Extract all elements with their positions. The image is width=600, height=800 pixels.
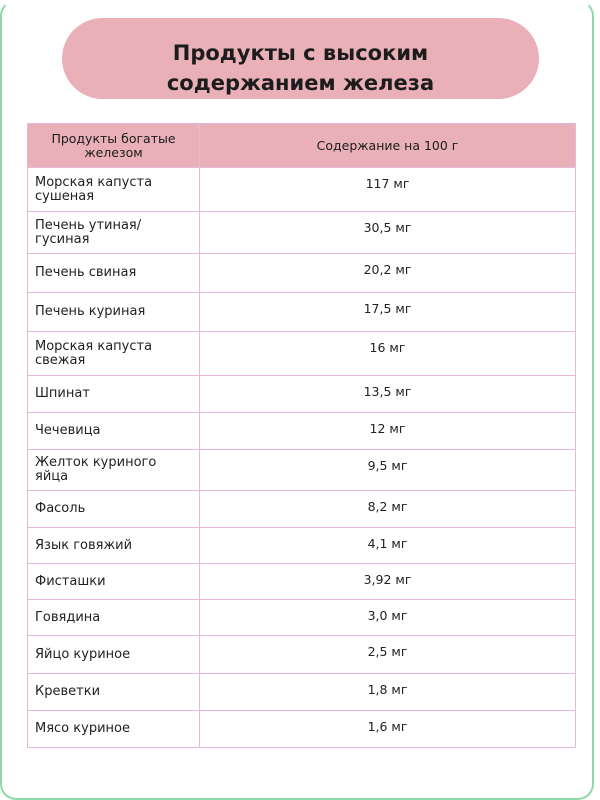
product-cell: Фасоль (28, 491, 200, 528)
header-content: Содержание на 100 г (200, 124, 576, 168)
value-cell: 1,8 мг (200, 674, 576, 711)
product-cell: Мясо куриное (28, 711, 200, 748)
table-body (28, 168, 576, 748)
value-cell: 17,5 мг (200, 293, 576, 332)
product-cell: Фисташки (28, 564, 200, 600)
product-cell: Язык говяжий (28, 528, 200, 564)
table-row (28, 564, 576, 600)
value-cell: 9,5 мг (200, 450, 576, 491)
value-cell: 117 мг (200, 168, 576, 212)
header-product: Продукты богатые железом (28, 124, 200, 168)
product-cell: Печень свиная (28, 254, 200, 293)
product-cell: Морская капуста свежая (28, 332, 200, 376)
value-cell: 1,6 мг (200, 711, 576, 748)
table-row (28, 674, 576, 711)
value-cell: 12 мг (200, 413, 576, 450)
table-row (28, 600, 576, 636)
table-row (28, 711, 576, 748)
product-cell: Шпинат (28, 376, 200, 413)
product-cell: Чечевица (28, 413, 200, 450)
table-row (28, 332, 576, 376)
value-cell: 3,92 мг (200, 564, 576, 600)
value-cell: 4,1 мг (200, 528, 576, 564)
table-row (28, 293, 576, 332)
table-header-row (28, 124, 576, 168)
value-cell: 16 мг (200, 332, 576, 376)
product-cell: Желток куриного яйца (28, 450, 200, 491)
table-row (28, 528, 576, 564)
value-cell: 8,2 мг (200, 491, 576, 528)
value-cell: 30,5 мг (200, 212, 576, 254)
value-cell: 20,2 мг (200, 254, 576, 293)
title-banner (62, 18, 539, 99)
product-cell: Говядина (28, 600, 200, 636)
product-cell: Креветки (28, 674, 200, 711)
table-row (28, 491, 576, 528)
value-cell: 13,5 мг (200, 376, 576, 413)
product-cell: Морская капуста сушеная (28, 168, 200, 212)
table-row (28, 212, 576, 254)
table-row (28, 636, 576, 674)
table-row (28, 450, 576, 491)
table-row (28, 168, 576, 212)
product-cell: Печень куриная (28, 293, 200, 332)
value-cell: 2,5 мг (200, 636, 576, 674)
iron-content-table (27, 123, 576, 748)
value-cell: 3,0 мг (200, 600, 576, 636)
table-row (28, 254, 576, 293)
table-row (28, 413, 576, 450)
product-cell: Яйцо куриное (28, 636, 200, 674)
page-title: Продукты с высоким содержанием железа (166, 40, 435, 95)
table-row (28, 376, 576, 413)
product-cell: Печень утиная/гусиная (28, 212, 200, 254)
